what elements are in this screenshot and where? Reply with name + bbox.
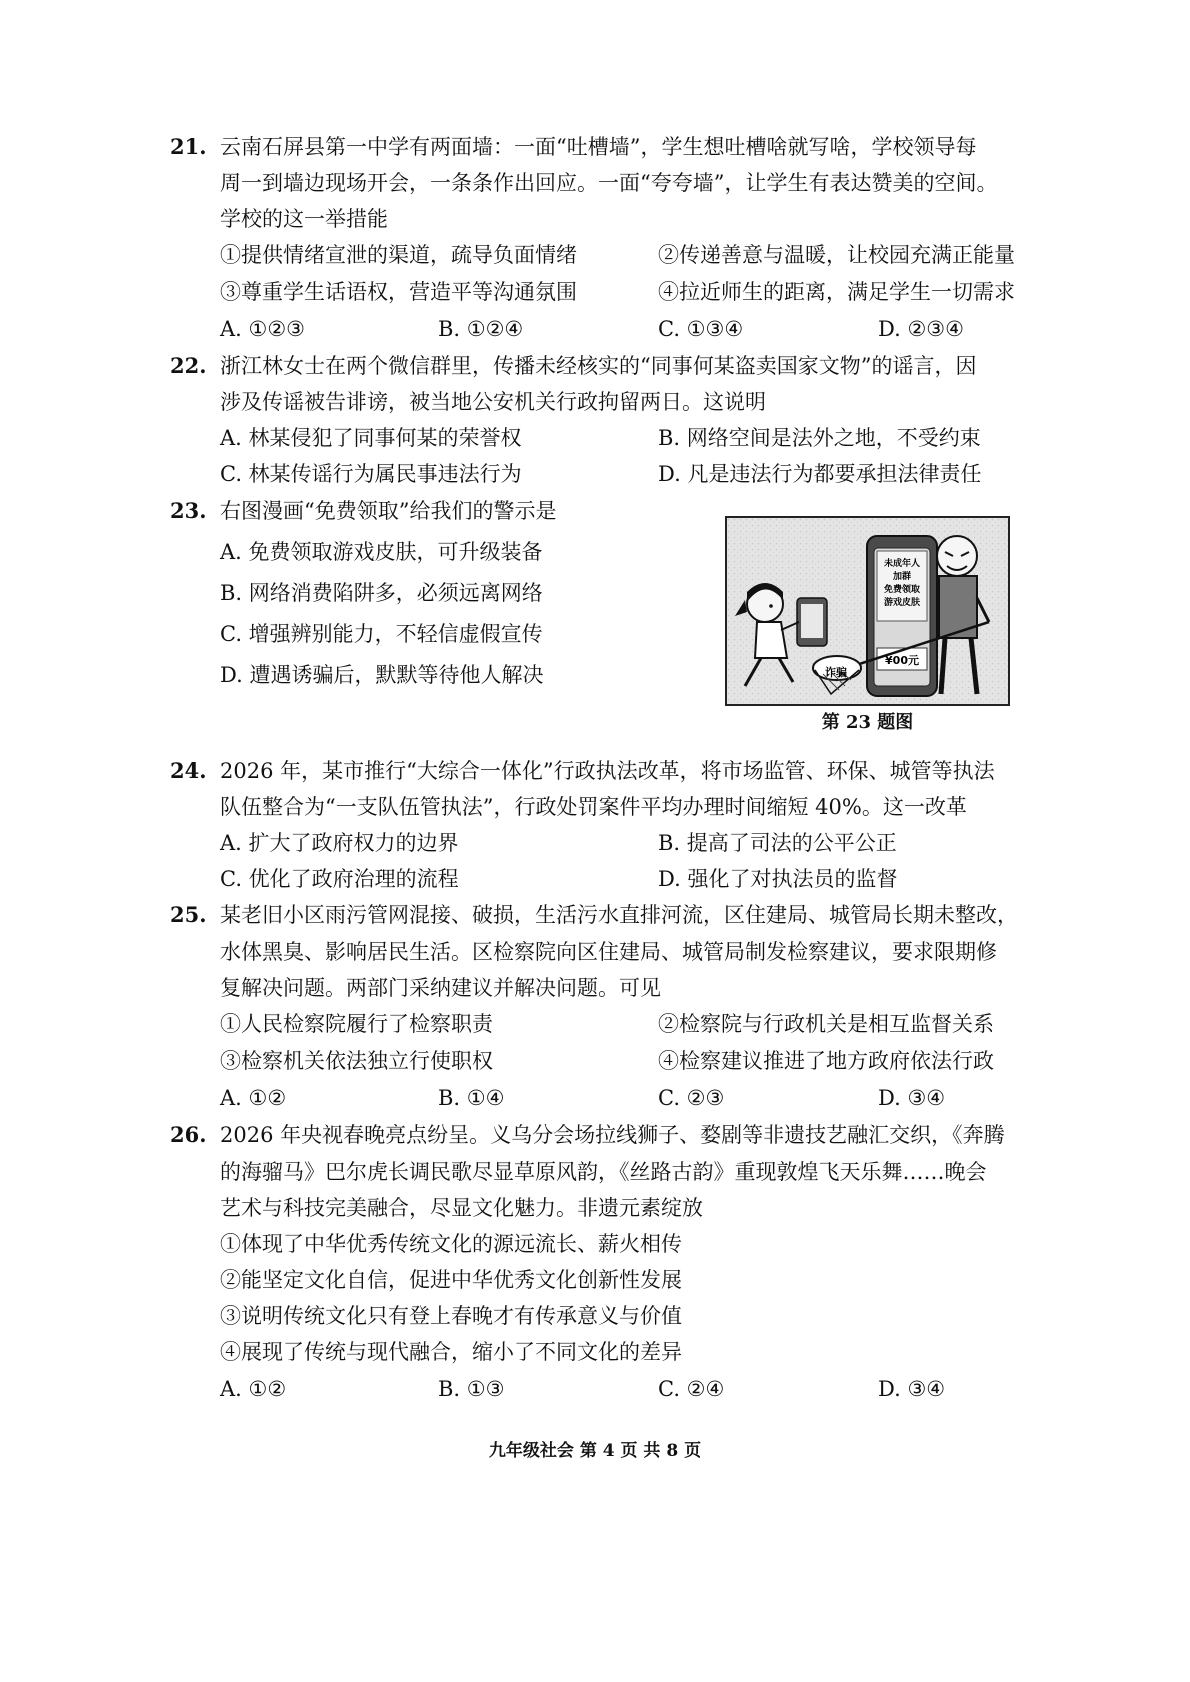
question-25-option-b: B. ①④ <box>438 1086 505 1110</box>
question-25-statement-3: ③检察机关依法独立行使职权 <box>220 1049 493 1073</box>
question-21-number: 21. <box>170 134 207 159</box>
question-23-option-c: C. 增强辨别能力，不轻信虚假宣传 <box>220 622 543 646</box>
question-26-statement-3: ③说明传统文化只有登上春晚才有传承意义与价值 <box>220 1304 682 1328</box>
phone-text-line-2: 加群 <box>892 572 912 582</box>
question-24-option-b: B. 提高了司法的公平公正 <box>658 831 897 855</box>
question-21-statement-4: ④拉近师生的距离，满足学生一切需求 <box>658 280 1015 304</box>
question-21-stem-line-1: 云南石屏县第一中学有两面墙：一面“吐槽墙”，学生想吐槽啥就写啥，学校领导每 <box>220 135 977 159</box>
question-26-option-c: C. ②④ <box>658 1377 725 1401</box>
question-24-number: 24. <box>170 758 207 783</box>
question-22-option-d: D. 凡是违法行为都要承担法律责任 <box>658 462 982 486</box>
phone-text-line-4: 游戏皮肤 <box>883 598 921 608</box>
question-22-number: 22. <box>170 353 207 378</box>
question-26-option-b: B. ①③ <box>438 1377 505 1401</box>
question-22-option-a: A. 林某侵犯了同事何某的荣誉权 <box>220 426 522 450</box>
question-26-stem-line-3: 艺术与科技完美融合，尽显文化魅力。非遗元素绽放 <box>220 1196 703 1220</box>
money-label: ¥00元 <box>885 654 919 667</box>
big-phone <box>867 536 937 696</box>
question-26-statement-2: ②能坚定文化自信，促进中华优秀文化创新性发展 <box>220 1268 682 1292</box>
question-23-stem-line-1: 右图漫画“免费领取”给我们的警示是 <box>220 499 557 523</box>
question-24-stem-line-2: 队伍整合为“一支队伍管执法”，行政处罚案件平均办理时间缩短 40%。这一改革 <box>220 795 967 819</box>
question-25-option-a: A. ①② <box>220 1086 287 1110</box>
figure-caption: 第 23 题图 <box>821 712 914 733</box>
question-26-option-d: D. ③④ <box>878 1377 946 1401</box>
question-25-number: 25. <box>170 902 207 927</box>
question-25-option-c: C. ②③ <box>658 1086 725 1110</box>
question-21-option-b: B. ①②④ <box>438 317 524 341</box>
question-22-option-c: C. 林某传谣行为属民事违法行为 <box>220 462 522 486</box>
question-24-stem-line-1: 2026 年，某市推行“大综合一体化”行政执法改革，将市场监管、环保、城管等执法 <box>220 759 995 783</box>
cartoon-illustration <box>727 518 1008 704</box>
question-26-stem-line-1: 2026 年央视春晚亮点纷呈。义乌分会场拉线狮子、婺剧等非遗技艺融汇交织，《奔腾 <box>220 1123 1005 1147</box>
question-23-cartoon <box>725 516 1010 706</box>
question-22-option-b: B. 网络空间是法外之地，不受约束 <box>658 426 981 450</box>
question-26-number: 26. <box>170 1122 207 1147</box>
question-26-option-a: A. ①② <box>220 1377 287 1401</box>
phone-text-line-1: 未成年人 <box>883 559 921 569</box>
question-23-option-d: D. 遭遇诱骗后，默默等待他人解决 <box>220 663 544 687</box>
question-21-statement-1: ①提供情绪宣泄的渠道，疏导负面情绪 <box>220 243 577 267</box>
question-23-number: 23. <box>170 498 207 523</box>
question-23-option-a: A. 免费领取游戏皮肤，可升级装备 <box>220 540 543 564</box>
question-25-stem-line-1: 某老旧小区雨污管网混接、破损，生活污水直排河流，区住建局、城管局长期未整改， <box>220 903 1018 927</box>
question-22-stem-line-2: 涉及传谣被告诽谤，被当地公安机关行政拘留两日。这说明 <box>220 390 766 414</box>
question-21-option-d: D. ②③④ <box>878 317 964 341</box>
question-26-stem-line-2: 的海骝马》巴尔虎长调民歌尽显草原风韵，《丝路古韵》重现敦煌飞天乐舞……晚会 <box>220 1160 987 1184</box>
question-23-option-b: B. 网络消费陷阱多，必须远离网络 <box>220 581 543 605</box>
question-26-statement-1: ①体现了中华优秀传统文化的源远流长、薪火相传 <box>220 1232 682 1256</box>
small-phone-screen <box>801 604 823 638</box>
question-25-stem-line-3: 复解决问题。两部门采纳建议并解决问题。可见 <box>220 976 661 1000</box>
question-21-statement-3: ③尊重学生话语权，营造平等沟通氛围 <box>220 280 577 304</box>
question-21-statement-2: ②传递善意与温暖，让校园充满正能量 <box>658 243 1015 267</box>
phone-text-line-3: 免费领取 <box>883 585 921 595</box>
question-25-statement-1: ①人民检察院履行了检察职责 <box>220 1012 493 1036</box>
net-label: 诈骗 <box>825 666 847 679</box>
question-25-option-d: D. ③④ <box>878 1086 946 1110</box>
question-25-stem-line-2: 水体黑臭、影响居民生活。区检察院向区住建局、城管局制发检察建议，要求限期修 <box>220 940 997 964</box>
question-24-option-d: D. 强化了对执法员的监督 <box>658 867 898 891</box>
question-21-stem-line-3: 学校的这一举措能 <box>220 207 388 231</box>
question-26-statement-4: ④展现了传统与现代融合，缩小了不同文化的差异 <box>220 1340 682 1364</box>
question-21-option-c: C. ①③④ <box>658 317 744 341</box>
question-25-statement-4: ④检察建议推进了地方政府依法行政 <box>658 1049 994 1073</box>
question-24-option-c: C. 优化了政府治理的流程 <box>220 867 459 891</box>
question-21-stem-line-2: 周一到墙边现场开会，一条条作出回应。一面“夸夸墙”，让学生有表达赞美的空间。 <box>220 171 998 195</box>
question-21-option-a: A. ①②③ <box>220 317 305 341</box>
question-22-stem-line-1: 浙江林女士在两个微信群里，传播未经核实的“同事何某盗卖国家文物”的谣言，因 <box>220 354 977 378</box>
page-footer: 九年级社会 第 4 页 共 8 页 <box>488 1441 702 1461</box>
question-24-option-a: A. 扩大了政府权力的边界 <box>220 831 459 855</box>
question-25-statement-2: ②检察院与行政机关是相互监督关系 <box>658 1012 994 1036</box>
